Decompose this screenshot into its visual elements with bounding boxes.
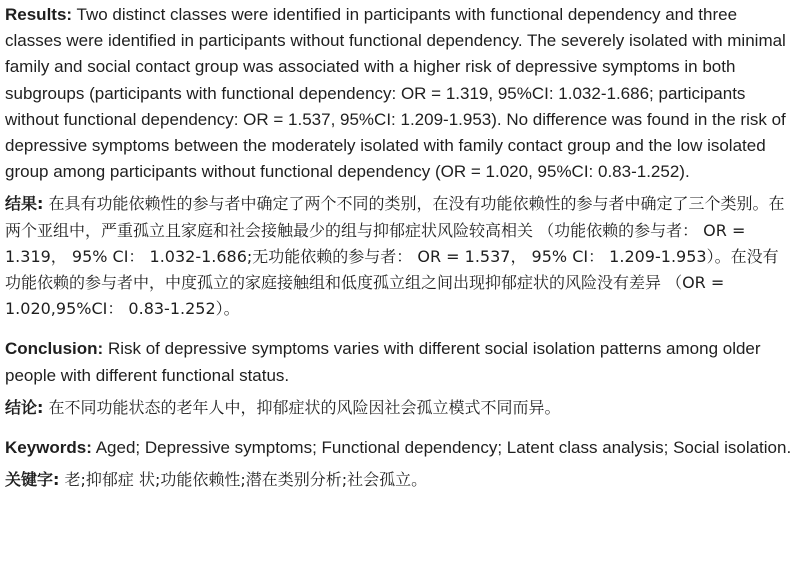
results-label-zh: 结果: [5, 194, 44, 214]
keywords-paragraph-zh [5, 467, 794, 493]
results-text-en: Two distinct classes were identified in participants with functional dependency and three classes were identified in participants without functional dependency. The severely isolated with minimal family and social contact group was associated with a higher risk of depressive symptoms in both subgroups (participants with functional dependency: OR = 1.319, 95%CI: 1.032-1.686; participants without functional dependency: OR = 1.537, 95%CI: 1.209-1.953). No difference was found in the risk of depressive symptoms between the moderately isolated with family contact group and the low isolated group among participants without functional dependency (OR = 1.020, 95%CI: 0.83-1.252). [5, 5, 786, 182]
results-label-en: Results: [5, 5, 73, 24]
keywords-label-zh: 关键字: [5, 470, 60, 490]
keywords-text-zh: 老;抑郁症 状;功能依赖性;潜在类别分析;社会孤立。 [64, 470, 428, 490]
conclusion-text-en: Risk of depressive symptoms varies with different social isolation patterns among older people with different functional status. [5, 339, 761, 385]
conclusion-label-en: Conclusion: [5, 339, 104, 359]
conclusion-paragraph-en [5, 336, 794, 388]
keywords-text-en: Aged; Depressive symptoms; Functional dependency; Latent class analysis; Social isolation. [95, 438, 792, 458]
keywords-label-en: Keywords: [5, 438, 92, 458]
conclusion-label-zh: 结论: [5, 397, 44, 417]
conclusion-paragraph-zh [5, 395, 794, 421]
conclusion-text-zh: 在不同功能状态的老年人中，抑郁症状的风险因社会孤立模式不同而异。 [48, 397, 561, 417]
results-paragraph-zh [5, 191, 794, 322]
keywords-paragraph-en [5, 435, 794, 461]
results-text-zh: 在具有功能依赖性的参与者中确定了两个不同的类别，在没有功能依赖性的参与者中确定了三个类别。在两个亚组中，严重孤立且家庭和社会接触最少的组与抑郁症状风险较高相关 （功能依赖的参与者： OR = 1.319， 95% CI： 1.032-1.686;无功能依赖的参与者： OR = 1.537， 95% CI： 1.209-1.953）。在没有功能依赖的参与者中，中度孤立的家庭接触组和低度孤立组之间出现抑郁症状的风险没有差异 （OR = 1.020,95%CI： 0.83-1.252）。 [5, 194, 785, 319]
results-paragraph-en [5, 2, 794, 185]
